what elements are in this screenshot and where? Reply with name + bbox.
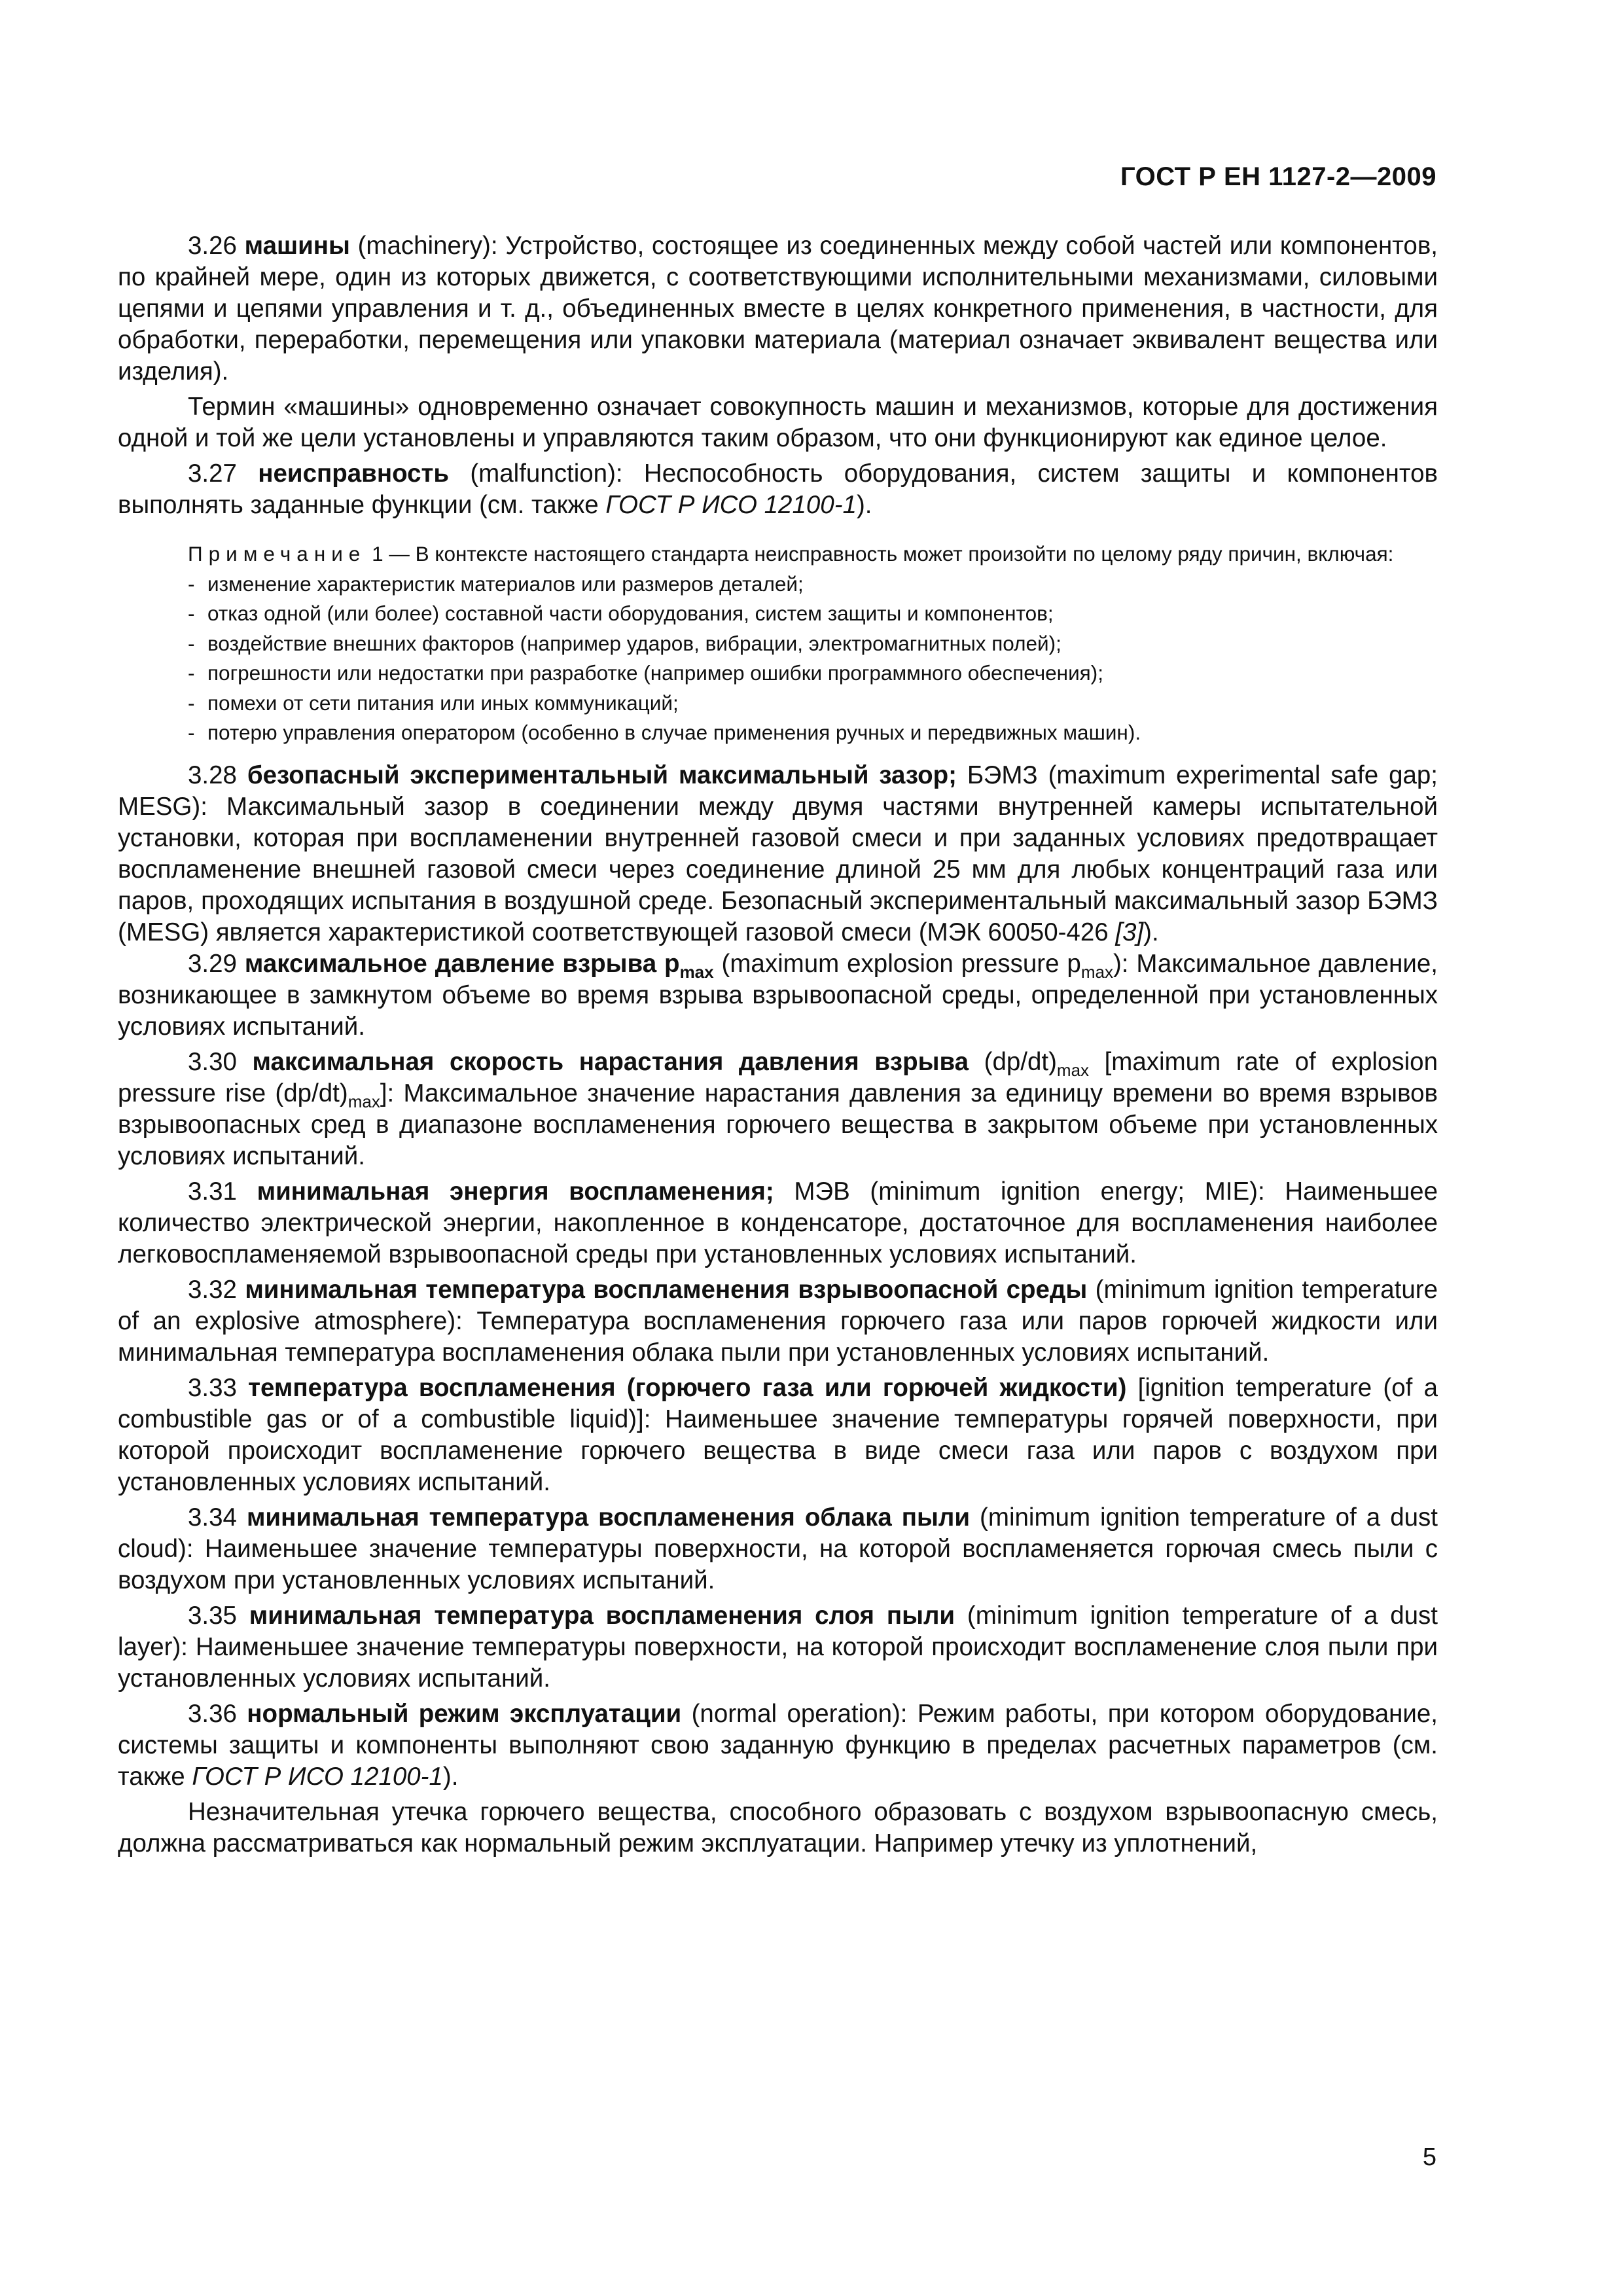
clause-number: 3.31 <box>188 1177 257 1206</box>
definition-text-end: ): Максимальное давление, возникающее в замкнутом объеме во время взрыва взрывоопасной среды, определенной при установленных условиях испытаний. <box>118 949 1438 1041</box>
list-item: - изменение характеристик материалов или размеров деталей; <box>188 569 1438 600</box>
clause-number: 3.28 <box>188 761 247 789</box>
subscript: max <box>1056 1060 1090 1080</box>
definition-text-end: ). <box>1143 918 1159 946</box>
list-dash: - <box>188 631 195 655</box>
definition-3-34 <box>118 1502 1438 1596</box>
definition-text: (dp/dt) <box>969 1047 1057 1076</box>
subscript: max <box>1080 961 1113 982</box>
definition-text: [ignition temperature (of a combustible gas or of a combustible liquid)]: Наименьшее значение температуры горячей поверхности, при которой происходит воспламенение горючего вещества в виде смеси газа или паров с воздухом при установленных условиях испытаний. <box>118 1373 1438 1496</box>
note-label: Примечание <box>188 542 366 565</box>
clause-number: 3.27 <box>188 459 259 488</box>
clause-number: 3.36 <box>188 1699 247 1728</box>
page-number: 5 <box>1422 2144 1436 2171</box>
clause-number: 3.33 <box>188 1373 249 1402</box>
definition-3-31 <box>118 1176 1438 1270</box>
clause-number: 3.29 <box>188 949 245 978</box>
note-1 <box>118 539 1438 748</box>
definition-text: (malfunction): Неспособность оборудования, систем защиты и компонентов выполнять заданные функции (см. также <box>118 459 1438 519</box>
list-dash: - <box>188 571 195 596</box>
definition-text: (minimum ignition temperature of an explosive atmosphere): Температура воспламенения горючего газа или паров горючей жидкости или минимальная температура воспламенения облака пыли при установленных условиях испытаний. <box>118 1275 1438 1367</box>
term: максимальное давление взрыва $p_{max}$ <box>244 949 714 982</box>
note-lead-text: 1 — В контексте настоящего стандарта неисправность может произойти по целому ряду причин, включая: <box>366 542 1394 565</box>
list-dash: - <box>188 721 195 744</box>
list-item: - погрешности или недостатки при разработке (например ошибки программного обеспечения); <box>188 658 1438 689</box>
definition-text: (minimum ignition temperature of a dust layer): Наименьшее значение температуры поверхности, на которой происходит воспламенение слоя пыли при установленных условиях испытаний. <box>118 1601 1438 1693</box>
definition-text: (maximum explosion pressure p <box>713 949 1081 978</box>
definition-text: (machinery): Устройство, состоящее из соединенных между собой частей или компонентов, по крайней мере, один из которых движется, с соответствующими исполнительными механизмами, силовыми цепями и цепями управления и т. д., объединенных вместе в целях конкретного применения, в частности, для обработки, переработки, перемещения или упаковки материала (материал означает эквивалент вещества или изделия). <box>118 232 1438 386</box>
definition-3-30 <box>118 1047 1438 1172</box>
list-item: - воздействие внешних факторов (например ударов, вибрации, электромагнитных полей); <box>188 629 1438 659</box>
list-item: - помехи от сети питания или иных коммуникаций; <box>188 689 1438 719</box>
definition-3-35 <box>118 1600 1438 1695</box>
clause-number: 3.30 <box>188 1047 253 1076</box>
definition-text-end: ]: Максимальное значение нарастания давления за единицу времени во время взрывов взрывоопасных сред в диапазоне воспламенения горючего вещества в закрытом объеме при установленных условиях испытаний. <box>118 1079 1438 1170</box>
definition-text-end: ). <box>856 491 872 519</box>
term: нормальный режим эксплуатации <box>247 1699 682 1728</box>
definition-3-26 <box>118 230 1438 387</box>
definition-text-end: ). <box>442 1762 459 1791</box>
note-lead <box>118 539 1438 569</box>
definition-3-29 <box>118 948 1438 1043</box>
definition-3-33 <box>118 1372 1438 1498</box>
standard-reference: ГОСТ Р ИСО 12100-1 <box>192 1762 443 1791</box>
list-dash: - <box>188 601 195 625</box>
clause-number: 3.32 <box>188 1275 245 1304</box>
bibliography-reference: [3] <box>1115 918 1144 946</box>
paragraph-machinery-term: Термин «машины» одновременно означает совокупность машин и механизмов, которые для достижения одной и той же цели установлены и управляются таким образом, что они функционируют как единое целое. <box>118 393 1438 452</box>
list-item: - отказ одной (или более) составной части оборудования, систем защиты и компонентов; <box>188 599 1438 629</box>
list-item: - потерю управления оператором (особенно в случае применения ручных и передвижных машин). <box>188 718 1438 748</box>
term: температура воспламенения (горючего газа или горючей жидкости) <box>248 1373 1127 1402</box>
term: минимальная температура воспламенения слоя пыли <box>249 1601 955 1630</box>
document-body <box>118 230 1438 1859</box>
document-code: ГОСТ Р ЕН 1127-2—2009 <box>1120 162 1436 191</box>
term: минимальная температура воспламенения облака пыли <box>246 1503 971 1532</box>
definition-text: БЭМЗ (maximum experimental safe gap; MESG): Максимальный зазор в соединении между двумя частями внутренней камеры испытательной установки, которая при воспламенении внутренней газовой смеси и при заданных условиях предотвращает воспламенение внешней газовой смеси через соединение длиной 25 мм для любых концентраций газа или паров, проходящих испытания в воздушной среде. Безопасный экспериментальный максимальный зазор БЭМЗ (MESG) является характеристикой соответствующей газовой смеси (МЭК 60050-426 <box>118 761 1438 946</box>
clause-number: 3.34 <box>188 1503 247 1532</box>
note-list <box>118 569 1438 748</box>
definition-3-27 <box>118 458 1438 521</box>
definition-3-32 <box>118 1274 1438 1369</box>
clause-number: 3.35 <box>188 1601 249 1630</box>
standard-reference: ГОСТ Р ИСО 12100-1 <box>605 491 857 519</box>
subscript: max <box>348 1091 380 1111</box>
list-dash: - <box>188 661 195 685</box>
paragraph-normal-operation-note: Незначительная утечка горючего вещества, способного образовать с воздухом взрывоопасную смесь, должна рассматриваться как нормальный режим эксплуатации. Например утечку из уплотнений, <box>118 1797 1438 1857</box>
term: неисправность <box>258 459 450 488</box>
definition-text: МЭВ (minimum ignition energy; MIE): Наименьшее количество электрической энергии, накопленное в конденсаторе, достаточное для воспламенения наиболее легковоспламеняемой взрывоопасной среды при установленных условиях испытаний. <box>118 1177 1438 1268</box>
term: безопасный экспериментальный максимальный зазор; <box>247 761 957 789</box>
term: минимальная энергия воспламенения; <box>257 1177 774 1206</box>
term: минимальная температура воспламенения взрывоопасной среды <box>245 1275 1088 1304</box>
definition-text: [maximum rate of explosion pressure rise (dp/dt) <box>118 1047 1438 1107</box>
definition-text: (minimum ignition temperature of a dust cloud): Наименьшее значение температуры поверхности, на которой воспламеняется горючая смесь пыли с воздухом при установленных условиях испытаний. <box>118 1503 1438 1594</box>
subscript: max <box>679 961 714 982</box>
clause-number: 3.26 <box>188 232 245 260</box>
term: максимальная скорость нарастания давления взрыва <box>252 1047 969 1076</box>
definition-3-28 <box>118 760 1438 948</box>
definition-3-36 <box>118 1698 1438 1793</box>
definition-text: (normal operation): Режим работы, при котором оборудование, системы защиты и компоненты выполняют свою заданную функцию в пределах расчетных параметров (см. также <box>118 1699 1438 1791</box>
list-dash: - <box>188 691 195 715</box>
term: машины <box>244 232 350 260</box>
